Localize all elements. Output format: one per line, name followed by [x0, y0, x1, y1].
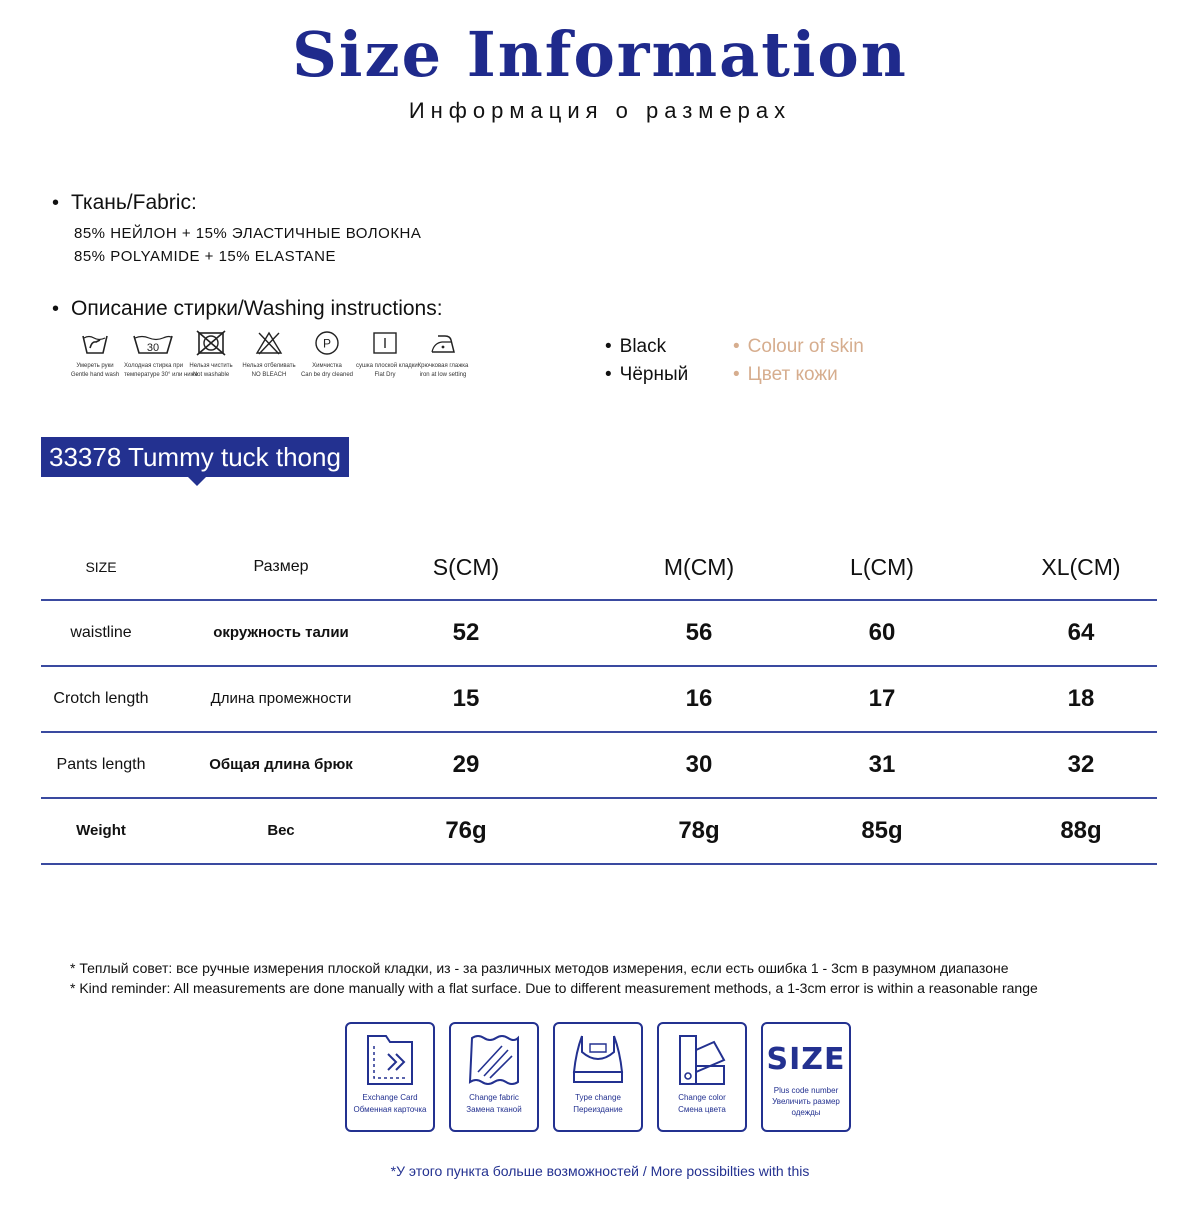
washing-heading: • Описание стирки/Washing instructions: [52, 297, 443, 321]
flat-dry-icon [371, 330, 399, 356]
cell-m: 78g [678, 817, 720, 844]
page-subtitle: Информация о размерах [408, 98, 792, 123]
cell-xl: 64 [1067, 619, 1095, 646]
cell-l: 17 [868, 685, 896, 712]
table-row [41, 733, 1157, 799]
top-garment-icon [566, 1032, 630, 1088]
wash-caption: сушка плоской кладки Flat Dry [356, 363, 418, 378]
table-row [41, 799, 1157, 865]
cell-xl: 32 [1067, 751, 1095, 778]
cell-s: 29 [452, 751, 480, 778]
card-caption: Change fabric Замена тканой [466, 1093, 522, 1114]
iron-low-icon [428, 330, 458, 356]
svg-text:30: 30 [146, 342, 160, 354]
wash-caption: Холодная стирка при температуре 30° или ниже [124, 363, 198, 378]
service-cards [345, 1022, 851, 1132]
cell-xl: 88g [1060, 817, 1102, 844]
header-size-ru: Размер [253, 558, 309, 575]
header-size: SIZE [85, 559, 117, 575]
row-label: waistline [70, 624, 132, 641]
wash-item [66, 330, 124, 400]
fabric-icon [462, 1032, 526, 1088]
header-s: S(CM) [432, 554, 500, 580]
wash-item [356, 330, 418, 400]
cell-l: 60 [868, 619, 896, 646]
footer-note: *У этого пункта больше возможностей / More possibilties with this [390, 1163, 810, 1179]
cell-m: 30 [685, 751, 713, 778]
cell-m: 56 [685, 619, 713, 646]
wash-caption: Нельзя отбеливать NO BLEACH [242, 363, 296, 378]
wash-caption: Химчистка Can be dry cleaned [300, 363, 354, 378]
wash-item [124, 330, 198, 400]
row-label: Weight [76, 822, 126, 839]
color-skin-en: • Colour of skin [733, 336, 864, 358]
note-en: * Kind reminder: All measurements are done manually with a flat surface. Due to different measurement methods, a 1-3cm error is within a reasonable range [70, 980, 1038, 996]
cell-m: 16 [685, 685, 713, 712]
card-caption: Change color Смена цвета [678, 1093, 726, 1114]
header-xl: XL(CM) [1041, 554, 1121, 580]
color-skin-ru: • Цвет кожи [733, 364, 838, 386]
table-row [41, 667, 1157, 733]
wash-caption: Умереть руки Gentle hand wash [70, 363, 120, 378]
cell-s: 15 [452, 685, 480, 712]
product-title-tab: 33378 Tummy tuck thong [41, 437, 349, 477]
cell-s: 76g [445, 817, 487, 844]
row-label: Pants length [56, 756, 146, 773]
fabric-heading: • Ткань/Fabric: [52, 191, 197, 215]
header-l: L(CM) [850, 554, 914, 580]
card-size [761, 1022, 851, 1132]
size-table [41, 535, 1157, 865]
exchange-card-icon [358, 1032, 422, 1088]
washing-icons [66, 330, 536, 400]
card-fabric [449, 1022, 539, 1132]
header-m: M(CM) [663, 554, 735, 580]
row-label-ru: Общая длина брюк [209, 756, 353, 773]
svg-text:P: P [322, 336, 332, 351]
color-black-ru: • Чёрный [605, 364, 688, 386]
color-swatch-icon [670, 1032, 734, 1088]
card-caption: Plus code number Увеличить размер одежды [772, 1086, 840, 1117]
card-exchange [345, 1022, 435, 1132]
card-caption: Exchange Card Обменная карточка [353, 1093, 427, 1114]
table-header-row [41, 535, 1157, 601]
card-type [553, 1022, 643, 1132]
fabric-line-ru: 85% НЕЙЛОН + 15% ЭЛАСТИЧНЫЕ ВОЛОКНА [74, 225, 422, 242]
cell-l: 31 [868, 751, 896, 778]
cell-l: 85g [861, 817, 903, 844]
wash-item [182, 330, 240, 400]
row-label-ru: окружность талии [213, 624, 349, 641]
wash-caption: Крючковая глажка iron at low setting [417, 363, 469, 378]
hand-wash-icon [80, 330, 110, 356]
do-not-wash-icon [194, 330, 228, 356]
wash-30-icon [131, 330, 175, 356]
color-black-en: • Black [605, 336, 666, 358]
note-ru: * Теплый совет: все ручные измерения плоской кладки, из - за различных методов измерения, если есть ошибка 1 - 3cm в разумном диапазоне [70, 960, 1009, 976]
card-color [657, 1022, 747, 1132]
row-label: Crotch length [53, 690, 149, 707]
page-title: Size Information [292, 18, 908, 91]
card-caption: Type change Переиздание [573, 1093, 623, 1114]
table-row [41, 601, 1157, 667]
wash-caption: Нельзя чистить Not washable [189, 363, 233, 378]
fabric-line-en: 85% POLYAMIDE + 15% ELASTANE [74, 248, 337, 265]
dry-clean-icon [313, 330, 341, 356]
wash-item [240, 330, 298, 400]
cell-s: 52 [452, 619, 480, 646]
row-label-ru: Вес [267, 822, 295, 839]
size-icon: SIZE [766, 1042, 846, 1077]
no-bleach-icon [254, 330, 284, 356]
cell-xl: 18 [1067, 685, 1095, 712]
wash-item [414, 330, 472, 400]
wash-item [298, 330, 356, 400]
row-label-ru: Длина промежности [210, 690, 352, 707]
